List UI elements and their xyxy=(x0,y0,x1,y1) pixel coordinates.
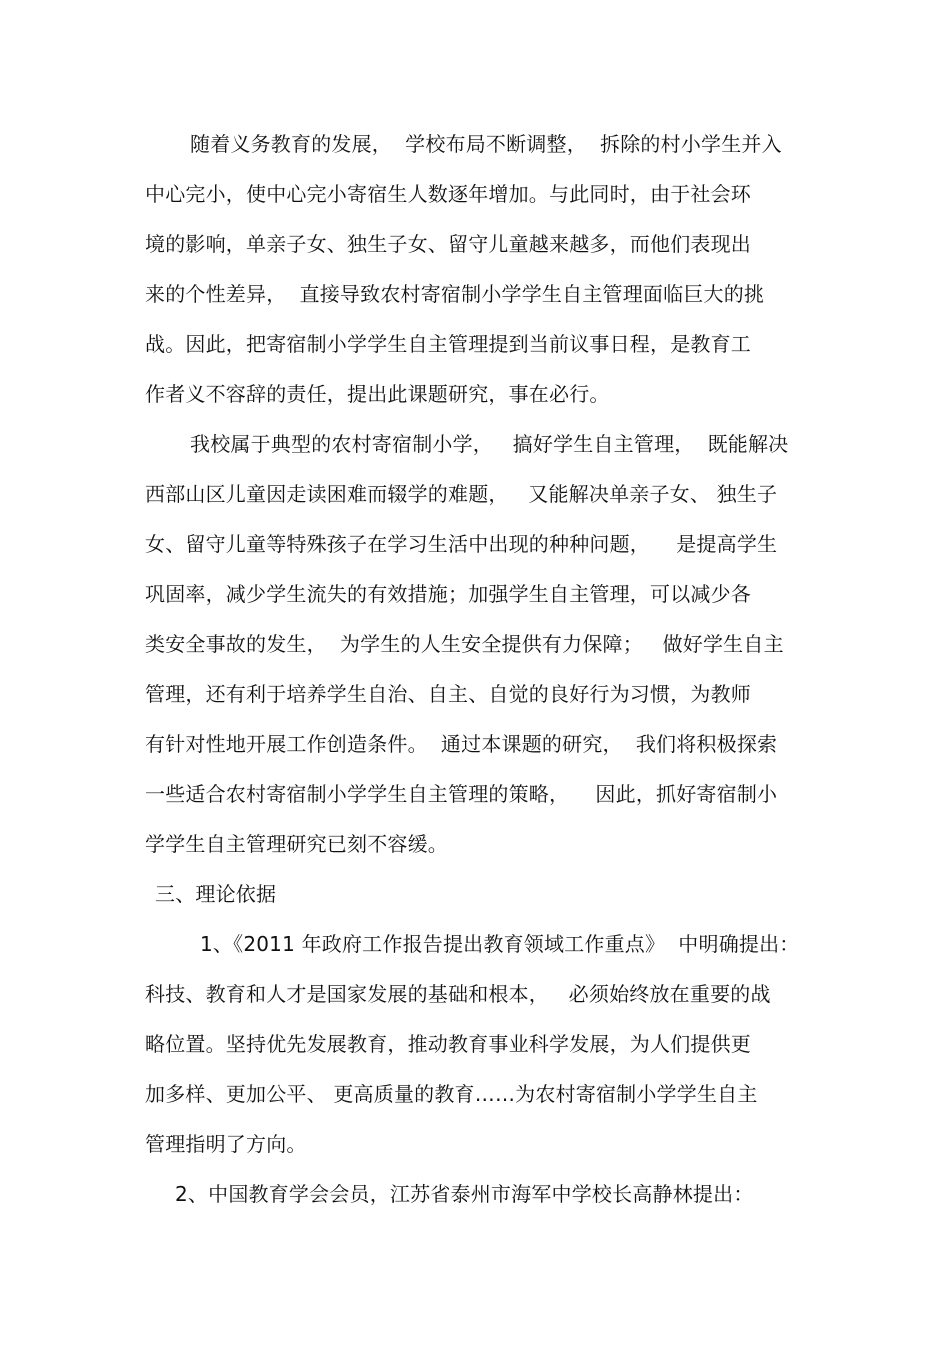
paragraph-2-line-5: 类安全事故的发生， 为学生的人生安全提供有力保障； 做好学生自主 xyxy=(145,632,784,656)
paragraph-3-line-1: 1、《2011 年政府工作报告提出教育领域工作重点》 中明确提出： xyxy=(200,932,800,956)
section-heading: 三、理论依据 xyxy=(155,882,277,906)
paragraph-2-line-4: 巩固率，减少学生流失的有效措施；加强学生自主管理，可以减少各 xyxy=(145,582,751,606)
paragraph-1-line-4: 来的个性差异， 直接导致农村寄宿制小学学生自主管理面临巨大的挑 xyxy=(145,282,765,306)
paragraph-1-line-6: 作者义不容辞的责任，提出此课题研究，事在必行。 xyxy=(145,382,610,406)
paragraph-2-line-7: 有针对性地开展工作创造条件。 通过本课题的研究， 我们将积极探索 xyxy=(145,732,778,756)
paragraph-1-line-2: 中心完小，使中心完小寄宿生人数逐年增加。与此同时，由于社会环 xyxy=(145,182,751,206)
paragraph-4-line-1: 2、中国教育学会会员，江苏省泰州市海军中学校长高静林提出： xyxy=(175,1182,754,1206)
paragraph-2-line-1: 我校属于典型的农村寄宿制小学， 搞好学生自主管理， 既能解决 xyxy=(190,432,789,456)
paragraph-1-line-5: 战。因此，把寄宿制小学学生自主管理提到当前议事日程，是教育工 xyxy=(145,332,751,356)
paragraph-2-line-3: 女、留守儿童等特殊孩子在学习生活中出现的种种问题， 是提高学生 xyxy=(145,532,778,556)
paragraph-3-line-3: 略位置。坚持优先发展教育，推动教育事业科学发展，为人们提供更 xyxy=(145,1032,751,1056)
paragraph-2-line-6: 管理，还有利于培养学生自治、自主、自觉的良好行为习惯，为教师 xyxy=(145,682,751,706)
paragraph-3-line-2: 科技、教育和人才是国家发展的基础和根本， 必须始终放在重要的战 xyxy=(145,982,771,1006)
paragraph-2-line-2: 西部山区儿童因走读困难而辍学的难题， 又能解决单亲子女、 独生子 xyxy=(145,482,778,506)
paragraph-2-line-8: 一些适合农村寄宿制小学学生自主管理的策略， 因此，抓好寄宿制小 xyxy=(145,782,778,806)
paragraph-2-line-9: 学学生自主管理研究已刻不容缓。 xyxy=(145,832,448,856)
paragraph-3-line-5: 管理指明了方向。 xyxy=(145,1132,307,1156)
paragraph-1-line-1: 随着义务教育的发展， 学校布局不断调整， 拆除的村小学生并入 xyxy=(190,132,782,156)
paragraph-1-line-3: 境的影响，单亲子女、独生子女、留守儿童越来越多，而他们表现出 xyxy=(145,232,751,256)
paragraph-3-line-4: 加多样、更加公平、 更高质量的教育……为农村寄宿制小学学生自主 xyxy=(145,1082,758,1106)
